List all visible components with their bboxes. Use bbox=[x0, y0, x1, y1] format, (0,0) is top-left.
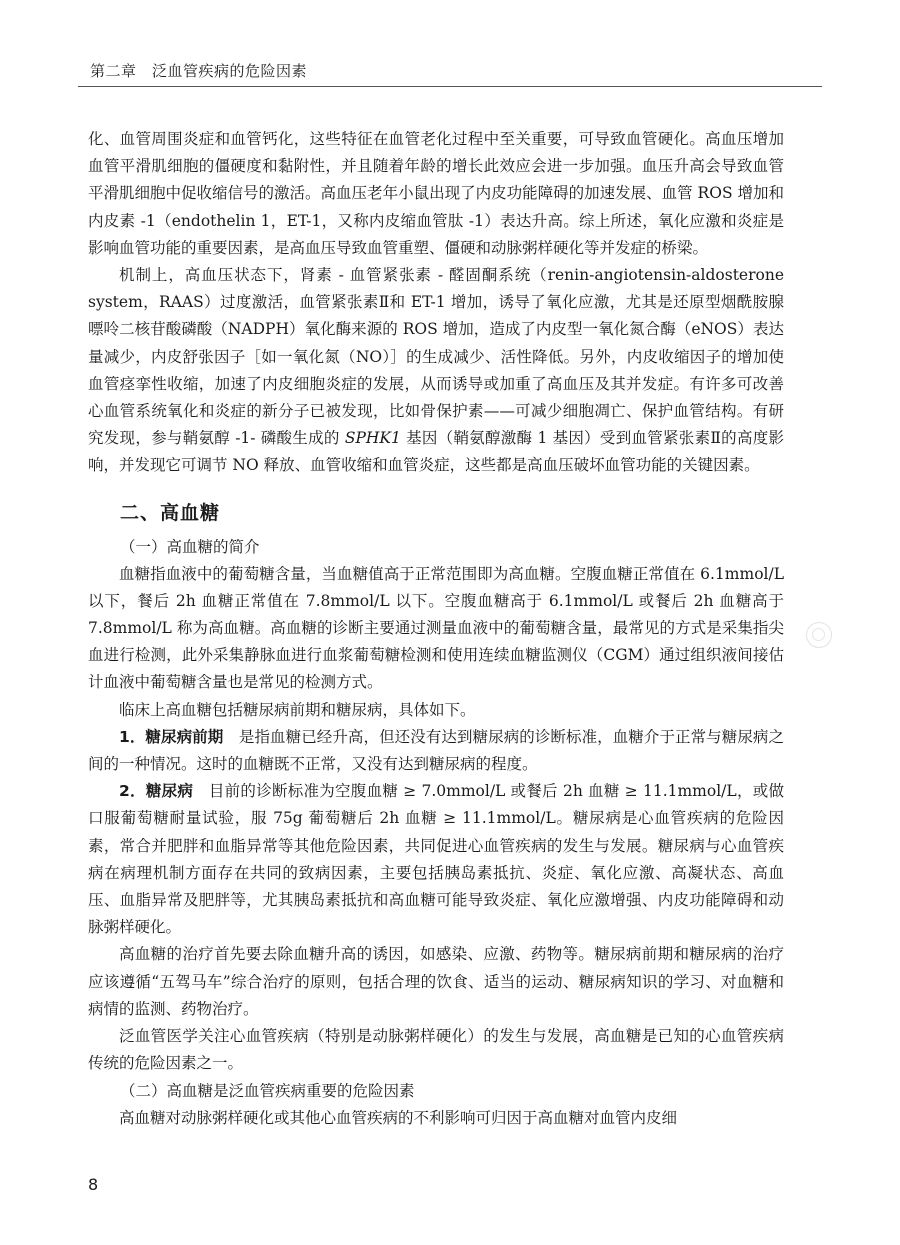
section-heading: 二、高血糖 bbox=[120, 501, 221, 524]
paragraph: 高血糖对动脉粥样硬化或其他心血管疾病的不利影响可归因于高血糖对血管内皮细 bbox=[119, 1108, 678, 1127]
paragraph-text: 是指血糖已经升高，但还没有达到糖尿病的诊断标准，血糖介于正常与糖尿病之间的一种情况。这时的血糖既不正常，又没有达到糖尿病的程度。 bbox=[88, 727, 784, 774]
paragraph bbox=[88, 262, 784, 480]
paragraph bbox=[88, 778, 784, 941]
paragraph-text: 基因（鞘氨醇激酶 1 基因）受到血管紧张素Ⅱ的高度影响，并发现它可调节 NO 释放、血管收缩和血管炎症，这些都是高血压破坏血管功能的关键因素。 bbox=[88, 429, 784, 475]
page-body bbox=[88, 126, 784, 1132]
chapter-title: 第二章 泛血管疾病的危险因素 bbox=[90, 62, 308, 80]
subsection-heading: （一）高血糖的简介 bbox=[120, 537, 260, 556]
paragraph: 泛血管医学关注心血管疾病（特别是动脉粥样硬化）的发生与发展，高血糖是已知的心血管疾病传统的危险因素之一。 bbox=[88, 1027, 784, 1073]
paragraph-text: 目前的诊断标准为空腹血糖 ≥ 7.0mmol/L 或餐后 2h 血糖 ≥ 11.1mmol/L，或做口服葡萄糖耐量试验，服 75g 葡萄糖后 2h 血糖 ≥ 11.1mmol/L。糖尿病是心血管疾病的危险因素，常合并肥胖和血脂异常等其他危险因素，共同促进心血管疾病的发生与发展。糖尿病与心血管疾病在病理机制方面存在共同的致病因素，主要包括胰岛素抵抗、炎症、氧化应激、高凝状态、高血压、血脂异常及肥胖等，尤其胰岛素抵抗和高血糖可能导致炎症、氧化应激增强、内皮功能障碍和动脉粥样硬化。 bbox=[88, 782, 784, 937]
term-label: 1．糖尿病前期 bbox=[119, 727, 224, 746]
gene-name: SPHK1 bbox=[344, 429, 401, 448]
paragraph bbox=[88, 724, 784, 778]
page-number: 8 bbox=[88, 1175, 99, 1194]
subsection-heading: （二）高血糖是泛血管疾病重要的危险因素 bbox=[120, 1081, 415, 1100]
running-header bbox=[0, 60, 900, 87]
paragraph: 高血糖的治疗首先要去除血糖升高的诱因，如感染、应激、药物等。糖尿病前期和糖尿病的治疗应该遵循“五驾马车”综合治疗的原则，包括合理的饮食、适当的运动、糖尿病知识的学习、对血糖和病情的监测、药物治疗。 bbox=[88, 945, 784, 1018]
paragraph: 临床上高血糖包括糖尿病前期和糖尿病，具体如下。 bbox=[119, 700, 476, 719]
paragraph: 化、血管周围炎症和血管钙化，这些特征在血管老化过程中至关重要，可导致血管硬化。高血压增加血管平滑肌细胞的僵硬度和黏附性，并且随着年龄的增长此效应会进一步加强。血压升高会导致血管平滑肌细胞中促收缩信号的激活。高血压老年小鼠出现了内皮功能障碍的加速发展、血管 ROS 增加和内皮素 -1（endothelin 1，ET-1，又称内皮缩血管肽 -1）表达升高。综上所述，氧化应激和炎症是影响血管功能的重要因素，是高血压导致血管重塑、僵硬和动脉粥样硬化等并发症的桥梁。 bbox=[88, 130, 784, 257]
term-label: 2．糖尿病 bbox=[119, 782, 194, 801]
paragraph: 血糖指血液中的葡萄糖含量，当血糖值高于正常范围即为高血糖。空腹血糖正常值在 6.1mmol/L 以下，餐后 2h 血糖正常值在 7.8mmol/L 以下。空腹血糖高于 6.1mmol/L 或餐后 2h 血糖高于 7.8mmol/L 称为高血糖。高血糖的诊断主要通过测量血液中的葡萄糖含量，最常见的方式是采集指尖血进行检测，此外采集静脉血进行血浆葡萄糖检测和使用连续血糖监测仪（CGM）通过组织液间接估计血液中葡萄糖含量也是常见的检测方式。 bbox=[88, 564, 784, 692]
header-rule bbox=[78, 86, 822, 87]
watermark-stamp-icon bbox=[806, 622, 832, 648]
paragraph-text: 机制上，高血压状态下，肾素 - 血管紧张素 - 醛固酮系统（renin-angiotensin-aldosterone system，RAAS）过度激活，血管紧张素Ⅱ和 ET-1 增加，诱导了氧化应激，尤其是还原型烟酰胺腺嘌呤二核苷酸磷酸（NADPH）氧化酶来源的 ROS 增加，造成了内皮型一氧化氮合酶（eNOS）表达量减少，内皮舒张因子［如一氧化氮（NO）］的生成减少、活性降低。另外，内皮收缩因子的增加使血管痉挛性收缩，加速了内皮细胞炎症的发展，从而诱导或加重了高血压及其并发症。有许多可改善心血管系统氧化和炎症的新分子已被发现，比如骨保护素——可减少细胞凋亡、保护血管结构。有研究发现，参与鞘氨醇 -1- 磷酸生成的 bbox=[88, 266, 784, 448]
